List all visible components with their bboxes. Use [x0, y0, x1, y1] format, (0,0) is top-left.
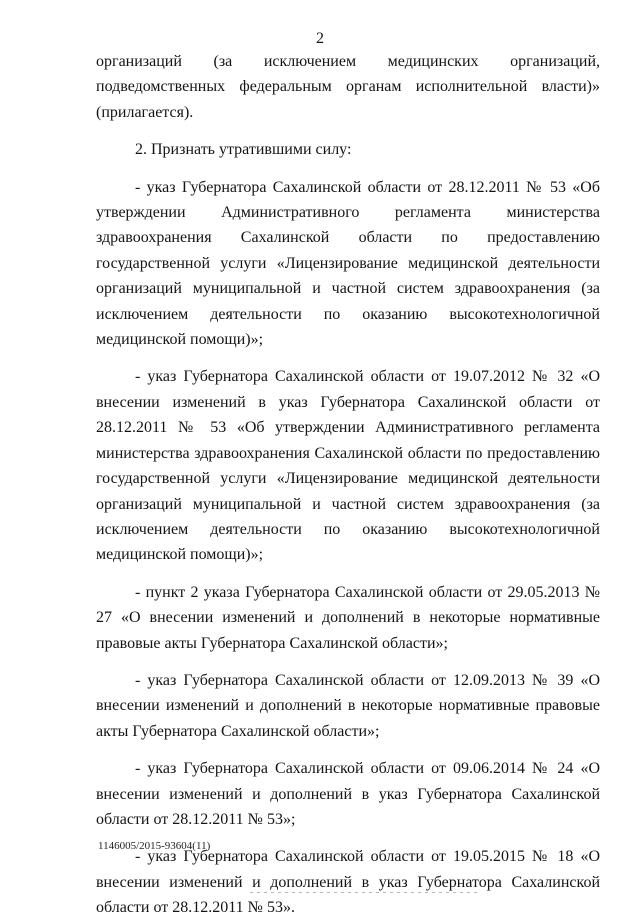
paragraph-repealed-decree-2012-32: - указ Губернатора Сахалинской области от 19.07.2012 № 32 «О внесении изменений в указ Губернатора Сахалинской области от 28.12.2011 № 53 «Об утверждении Административного регламента министерства здравоохранения Сахалинской области по предоставлению государственной услуги «Лицензирование медицинской деятельности организаций муниципальной и частной систем здравоохранения (за исключением деятельности по оказанию высокотехнологичной медицинской помощи)»;: [96, 368, 600, 564]
paragraph-repealed-decree-2013-39: - указ Губернатора Сахалинской области от 12.09.2013 № 39 «О внесении изменений и дополнений в некоторые нормативные правовые акты Губернатора Сахалинской области»;: [96, 671, 600, 740]
document-registration-id: 1146005/2015-93604(11): [98, 840, 211, 852]
paragraph-item-2-heading: 2. Признать утратившими силу:: [135, 141, 352, 159]
paragraph-repealed-decree-2015-18: - указ Губернатора Сахалинской области от 19.05.2015 № 18 «О внесении изменений и дополнений в указ Губернатора Сахалинской области от 28.12.2011 № 53».: [96, 848, 600, 917]
paragraph-continuation: организаций (за исключением медицинских организаций, подведомственных федеральным органам исполнительной власти)» (прилагается).: [96, 53, 600, 121]
document-body: [96, 49, 600, 921]
paragraph-repealed-decree-2011-53: - указ Губернатора Сахалинской области от 28.12.2011 № 53 «Об утверждении Административного регламента министерства здравоохранения Сахалинской области по предоставлению государственной услуги «Лицензирование медицинской деятельности организаций муниципальной и частной систем здравоохранения (за исключением деятельности по оказанию высокотехнологичной медицинской помощи)»;: [96, 178, 600, 349]
paragraph-repealed-decree-2013-27: - пункт 2 указа Губернатора Сахалинской области от 29.05.2013 № 27 «О внесении изменений и дополнений в некоторые нормативные правовые акты Губернатора Сахалинской области»;: [96, 583, 600, 652]
paragraph-repealed-decree-2014-24: - указ Губернатора Сахалинской области от 09.06.2014 № 24 «О внесении изменений и дополнений в указ Губернатора Сахалинской области от 28.12.2011 № 53»;: [96, 760, 600, 828]
page-number: 2: [316, 30, 324, 47]
scan-artifact-line: [250, 892, 480, 893]
